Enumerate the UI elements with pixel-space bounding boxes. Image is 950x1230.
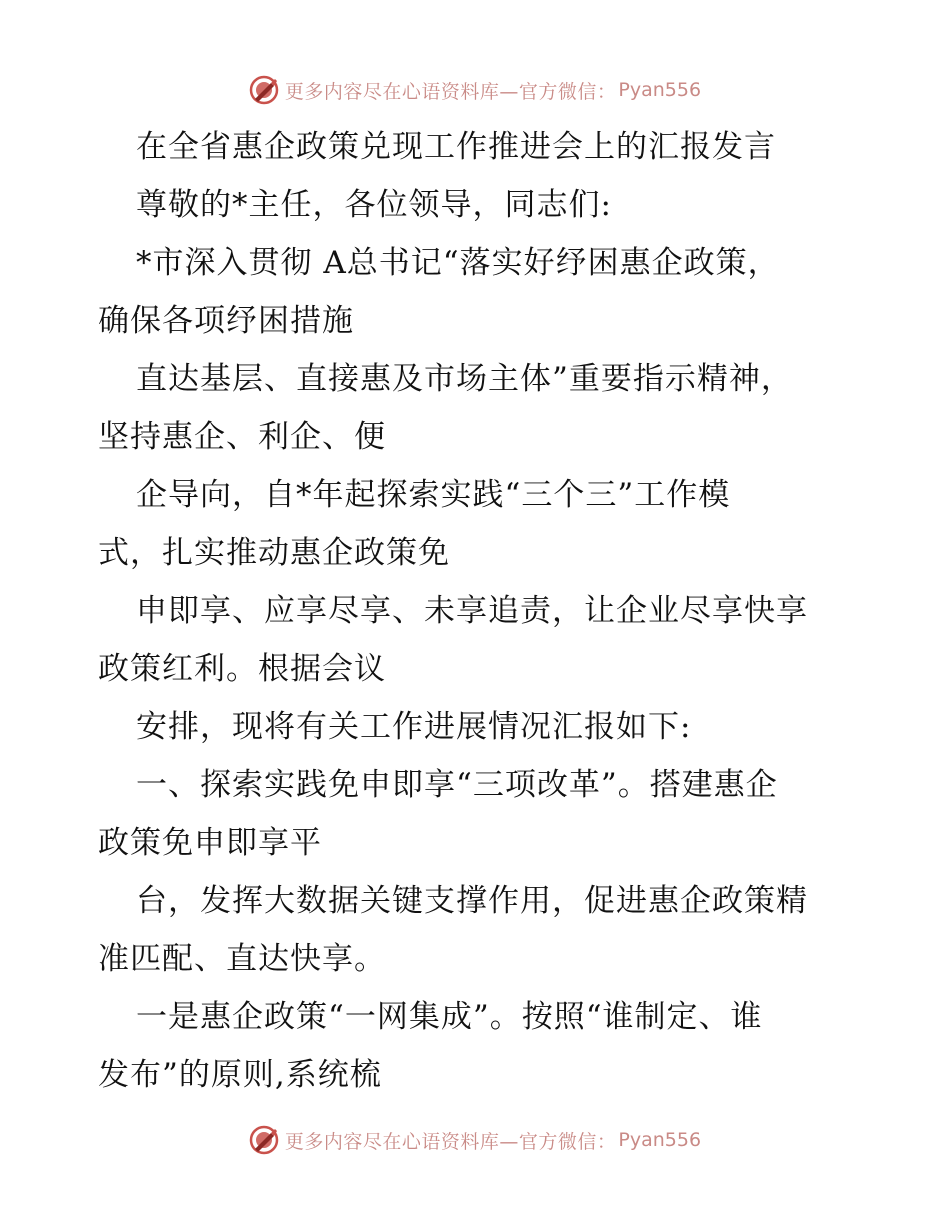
- watermark-wechat-id: Pyan556: [618, 1129, 702, 1151]
- watermark-text: 更多内容尽在心语资料库—官方微信：: [284, 80, 617, 103]
- watermark-logo-icon: [249, 1125, 279, 1155]
- text-line: 发布”的原则,系统梳: [98, 1057, 382, 1093]
- text-line: 准匹配、直达快享。: [98, 941, 386, 977]
- watermark-wechat-id: Pyan556: [618, 79, 702, 101]
- header-watermark: [0, 70, 950, 110]
- text-line: 一、探索实践免申即享“三项改革”。搭建惠企: [136, 767, 778, 803]
- text-line: 在全省惠企政策兑现工作推进会上的汇报发言: [136, 129, 776, 165]
- text-line: 企导向，自*年起探索实践“三个三”工作模: [136, 477, 731, 513]
- text-line: 政策红利。根据会议: [98, 651, 386, 687]
- text-line: *市深入贯彻 A总书记“落实好纾困惠企政策，: [136, 245, 780, 281]
- watermark-text: 更多内容尽在心语资料库—官方微信：: [284, 1130, 617, 1153]
- watermark-logo-icon: [249, 75, 279, 105]
- text-line: 安排，现将有关工作进展情况汇报如下:: [136, 709, 692, 745]
- text-line: 坚持惠企、利企、便: [98, 419, 386, 455]
- text-line: 政策免申即享平: [98, 825, 322, 861]
- footer-watermark: [0, 1120, 950, 1160]
- text-line: 尊敬的*主任，各位领导，同志们:: [136, 187, 612, 223]
- text-line: 直达基层、直接惠及市场主体”重要指示精神，: [136, 361, 793, 397]
- text-line: 一是惠企政策“一网集成”。按照“谁制定、谁: [136, 999, 763, 1035]
- text-line: 申即享、应享尽享、未享追责，让企业尽享快享: [136, 593, 808, 629]
- document-body: [98, 118, 858, 1104]
- text-line: 台，发挥大数据关键支撑作用，促进惠企政策精: [136, 883, 808, 919]
- text-line: 式，扎实推动惠企政策免: [98, 535, 450, 571]
- text-line: 确保各项纾困措施: [98, 303, 354, 339]
